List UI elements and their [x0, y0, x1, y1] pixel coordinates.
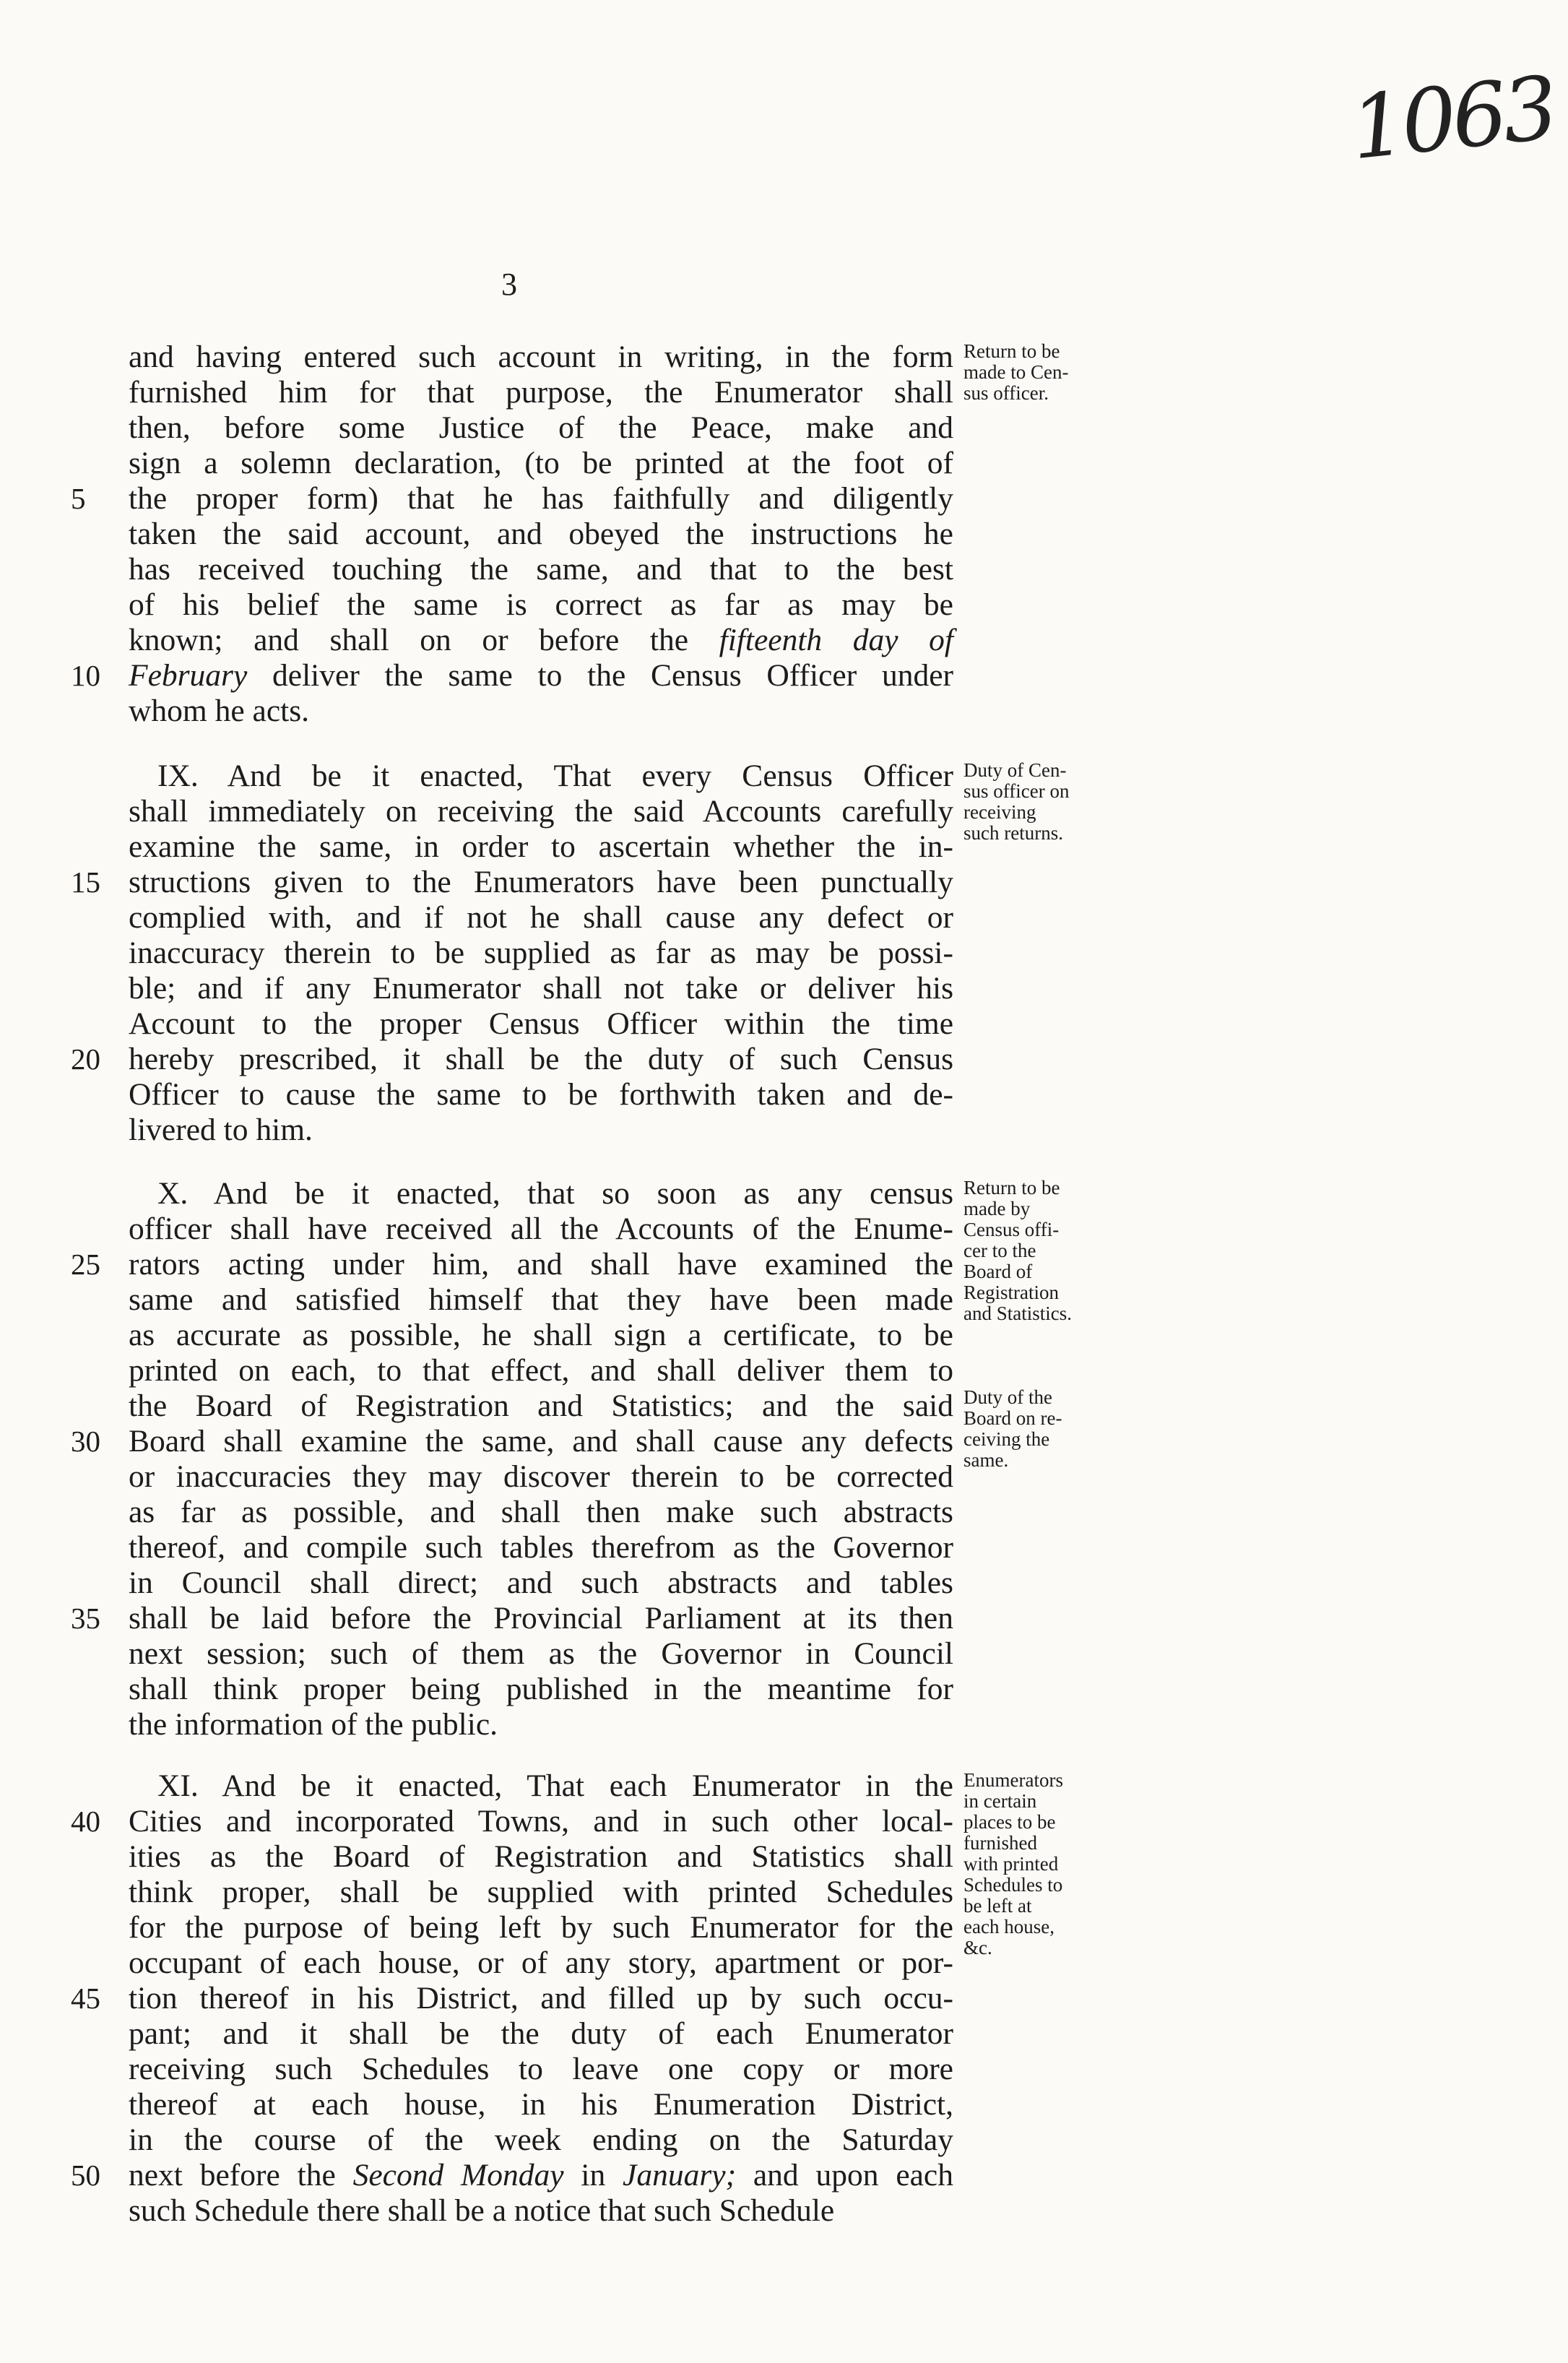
- text-line: [129, 1388, 953, 1424]
- line-text: Officer to cause the same to be forthwith taken and de-: [129, 1077, 953, 1112]
- margin-note-line: furnished: [963, 1832, 1037, 1854]
- margin-note-line: be left at: [963, 1895, 1032, 1917]
- text-line: [129, 1636, 953, 1672]
- line-text: shall immediately on receiving the said Accounts carefully: [129, 794, 953, 829]
- line-text: ities as the Board of Registration and Statistics shall: [129, 1839, 953, 1874]
- line-text: next session; such of them as the Governor in Council: [129, 1636, 953, 1671]
- text-line: [129, 759, 953, 794]
- margin-note-line: &c.: [963, 1937, 992, 1958]
- line-text: Account to the proper Census Officer within the time: [129, 1006, 953, 1041]
- line-text: the Board of Registration and Statistics; and the said: [129, 1388, 953, 1423]
- text-line: [71, 1042, 953, 1077]
- margin-note: [963, 1387, 1108, 1471]
- line-text: livered to him.: [129, 1113, 313, 1147]
- margin-note-line: made by: [963, 1198, 1031, 1219]
- margin-note-line: made to Cen-: [963, 361, 1069, 383]
- text-line: [71, 1804, 953, 1839]
- line-text: February deliver the same to the Census Officer under: [129, 658, 953, 693]
- line-text: hereby prescribed, it shall be the duty of such Census: [129, 1042, 953, 1076]
- line-text: rators acting under him, and shall have examined the: [129, 1247, 953, 1282]
- line-text: next before the Second Monday in January; and upon each: [129, 2158, 953, 2193]
- text-line: [71, 1601, 953, 1636]
- margin-note-line: receiving: [963, 801, 1036, 823]
- handwritten-page-number: 1063: [1346, 58, 1559, 180]
- line-text: examine the same, in order to ascertain whether the in-: [129, 829, 953, 864]
- line-number: 25: [71, 1248, 100, 1281]
- line-text: thereof, and compile such tables therefrom as the Governor: [129, 1530, 953, 1565]
- line-text: then, before some Justice of the Peace, make and: [129, 410, 953, 445]
- text-line: [129, 446, 953, 481]
- text-line: [129, 2087, 953, 2122]
- section-text: [71, 1176, 953, 1742]
- margin-note-line: such returns.: [963, 822, 1063, 844]
- line-text: shall think proper being published in the meantime for: [129, 1672, 953, 1706]
- margin-note-line: sus officer.: [963, 382, 1049, 404]
- text-line: [129, 623, 953, 658]
- text-line: [129, 1318, 953, 1353]
- line-text: as far as possible, and shall then make such abstracts: [129, 1495, 953, 1529]
- line-text: sign a solemn declaration, (to be printed at the foot of: [129, 446, 953, 480]
- line-text: receiving such Schedules to leave one copy or more: [129, 2052, 953, 2086]
- line-text: IX. And be it enacted, That every Census Officer: [157, 759, 953, 793]
- section-text: [71, 340, 954, 729]
- line-text: in the course of the week ending on the Saturday: [129, 2122, 953, 2157]
- text-line: [129, 1211, 953, 1247]
- line-text: has received touching the same, and that to the best: [129, 552, 953, 587]
- text-line: [129, 1945, 953, 1981]
- text-line: [129, 1565, 953, 1601]
- margin-note-line: Duty of the: [963, 1386, 1052, 1408]
- text-line: [129, 2193, 953, 2229]
- margin-note: [963, 341, 1108, 404]
- line-text: the proper form) that he has faithfully and diligently: [129, 481, 953, 516]
- text-line: [129, 517, 953, 552]
- margin-note-line: Census offi-: [963, 1219, 1060, 1240]
- text-line: [129, 1282, 953, 1318]
- text-line: [129, 410, 953, 446]
- margin-note-line: with printed: [963, 1853, 1059, 1875]
- text-line: [71, 481, 953, 517]
- line-text: printed on each, to that effect, and shall deliver them to: [129, 1353, 953, 1388]
- section-text: [71, 1768, 953, 2229]
- line-text: and having entered such account in writing, in the form: [129, 340, 953, 374]
- margin-note-line: Return to be: [963, 340, 1060, 362]
- line-text: the information of the public.: [129, 1707, 498, 1742]
- line-text: inaccuracy therein to be supplied as far as may be possi-: [129, 936, 953, 970]
- margin-note-line: places to be: [963, 1811, 1056, 1833]
- margin-note-line: each house,: [963, 1916, 1054, 1938]
- line-text: as accurate as possible, he shall sign a certificate, to be: [129, 1318, 953, 1352]
- text-line: [129, 794, 953, 829]
- line-text: officer shall have received all the Accounts of the Enume-: [129, 1211, 953, 1246]
- text-line: [71, 658, 953, 694]
- line-text: such Schedule there shall be a notice that such Schedule: [129, 2193, 835, 2228]
- margin-note-line: Board on re-: [963, 1407, 1062, 1429]
- line-text: known; and shall on or before the fifteenth day of: [129, 623, 954, 657]
- line-text: for the purpose of being left by such Enumerator for the: [129, 1910, 953, 1945]
- line-text: same and satisfied himself that they have been made: [129, 1282, 953, 1317]
- text-line: [129, 552, 953, 587]
- line-text: XI. And be it enacted, That each Enumerator in the: [157, 1768, 953, 1803]
- text-line: [129, 2052, 953, 2087]
- line-number: 5: [71, 482, 86, 515]
- line-number: 45: [71, 1982, 100, 2015]
- text-line: [129, 1910, 953, 1945]
- text-line: [129, 1495, 953, 1530]
- line-text: Board shall examine the same, and shall cause any defects: [129, 1424, 953, 1459]
- line-number: 30: [71, 1425, 100, 1458]
- margin-note-line: cer to the: [963, 1240, 1036, 1261]
- line-text: in Council shall direct; and such abstracts and tables: [129, 1565, 953, 1600]
- text-line: [71, 865, 953, 900]
- line-text: Cities and incorporated Towns, and in such other local-: [129, 1804, 953, 1839]
- margin-note: [963, 760, 1108, 844]
- line-text: structions given to the Enumerators have been punctually: [129, 865, 953, 899]
- margin-note-line: sus officer on: [963, 780, 1070, 802]
- line-number: 15: [71, 865, 100, 899]
- text-line: [129, 587, 953, 623]
- margin-note-line: Schedules to: [963, 1874, 1063, 1896]
- text-line: [129, 1875, 953, 1910]
- line-text: taken the said account, and obeyed the instructions he: [129, 517, 953, 551]
- text-line: [129, 1707, 953, 1742]
- text-line: [129, 2122, 953, 2158]
- text-line: [129, 1353, 953, 1388]
- text-line: [129, 971, 953, 1006]
- text-line: [129, 1113, 953, 1148]
- margin-note-line: Enumerators: [963, 1769, 1063, 1791]
- text-line: [129, 1176, 953, 1211]
- line-number: 50: [71, 2159, 100, 2192]
- margin-note: [963, 1770, 1108, 1958]
- text-line: [71, 2158, 953, 2193]
- margin-note-line: Duty of Cen-: [963, 759, 1067, 781]
- line-text: of his belief the same is correct as far as may be: [129, 587, 953, 622]
- text-line: [129, 1768, 953, 1804]
- text-line: [129, 829, 953, 865]
- text-line: [129, 375, 953, 410]
- text-line: [129, 1530, 953, 1565]
- margin-note-line: in certain: [963, 1790, 1037, 1812]
- line-text: X. And be it enacted, that so soon as any census: [157, 1176, 953, 1211]
- margin-note-line: Registration: [963, 1282, 1059, 1303]
- line-text: thereof at each house, in his Enumeration District,: [129, 2087, 953, 2122]
- text-line: [129, 1459, 953, 1495]
- text-line: [129, 340, 953, 375]
- text-line: [129, 694, 953, 729]
- margin-note-line: and Statistics.: [963, 1303, 1072, 1324]
- line-number: 20: [71, 1042, 100, 1076]
- text-line: [129, 1077, 953, 1113]
- text-line: [129, 1839, 953, 1875]
- line-text: furnished him for that purpose, the Enumerator shall: [129, 375, 953, 410]
- line-text: or inaccuracies they may discover therein to be corrected: [129, 1459, 953, 1494]
- line-text: shall be laid before the Provincial Parliament at its then: [129, 1601, 953, 1636]
- text-line: [71, 1981, 953, 2016]
- line-text: ble; and if any Enumerator shall not take or deliver his: [129, 971, 953, 1006]
- margin-note-line: same.: [963, 1449, 1009, 1471]
- text-line: [129, 1672, 953, 1707]
- text-line: [71, 1247, 953, 1282]
- text-line: [129, 936, 953, 971]
- text-line: [129, 900, 953, 936]
- margin-note-line: ceiving the: [963, 1428, 1050, 1450]
- line-number: 10: [71, 659, 100, 692]
- margin-note: [963, 1178, 1108, 1324]
- margin-note-line: Return to be: [963, 1177, 1060, 1198]
- line-number: 35: [71, 1602, 100, 1635]
- line-text: tion thereof in his District, and filled up by such occu-: [129, 1981, 953, 2016]
- line-text: pant; and it shall be the duty of each Enumerator: [129, 2016, 953, 2051]
- line-text: whom he acts.: [129, 694, 310, 728]
- page-number: 3: [501, 267, 517, 302]
- text-line: [129, 1006, 953, 1042]
- line-text: complied with, and if not he shall cause any defect or: [129, 900, 953, 935]
- text-line: [129, 2016, 953, 2052]
- text-line: [71, 1424, 953, 1459]
- margin-note-line: Board of: [963, 1261, 1033, 1282]
- line-text: think proper, shall be supplied with printed Schedules: [129, 1875, 953, 1909]
- line-text: occupant of each house, or of any story, apartment or por-: [129, 1945, 953, 1980]
- line-number: 40: [71, 1805, 100, 1838]
- section-text: [71, 759, 953, 1148]
